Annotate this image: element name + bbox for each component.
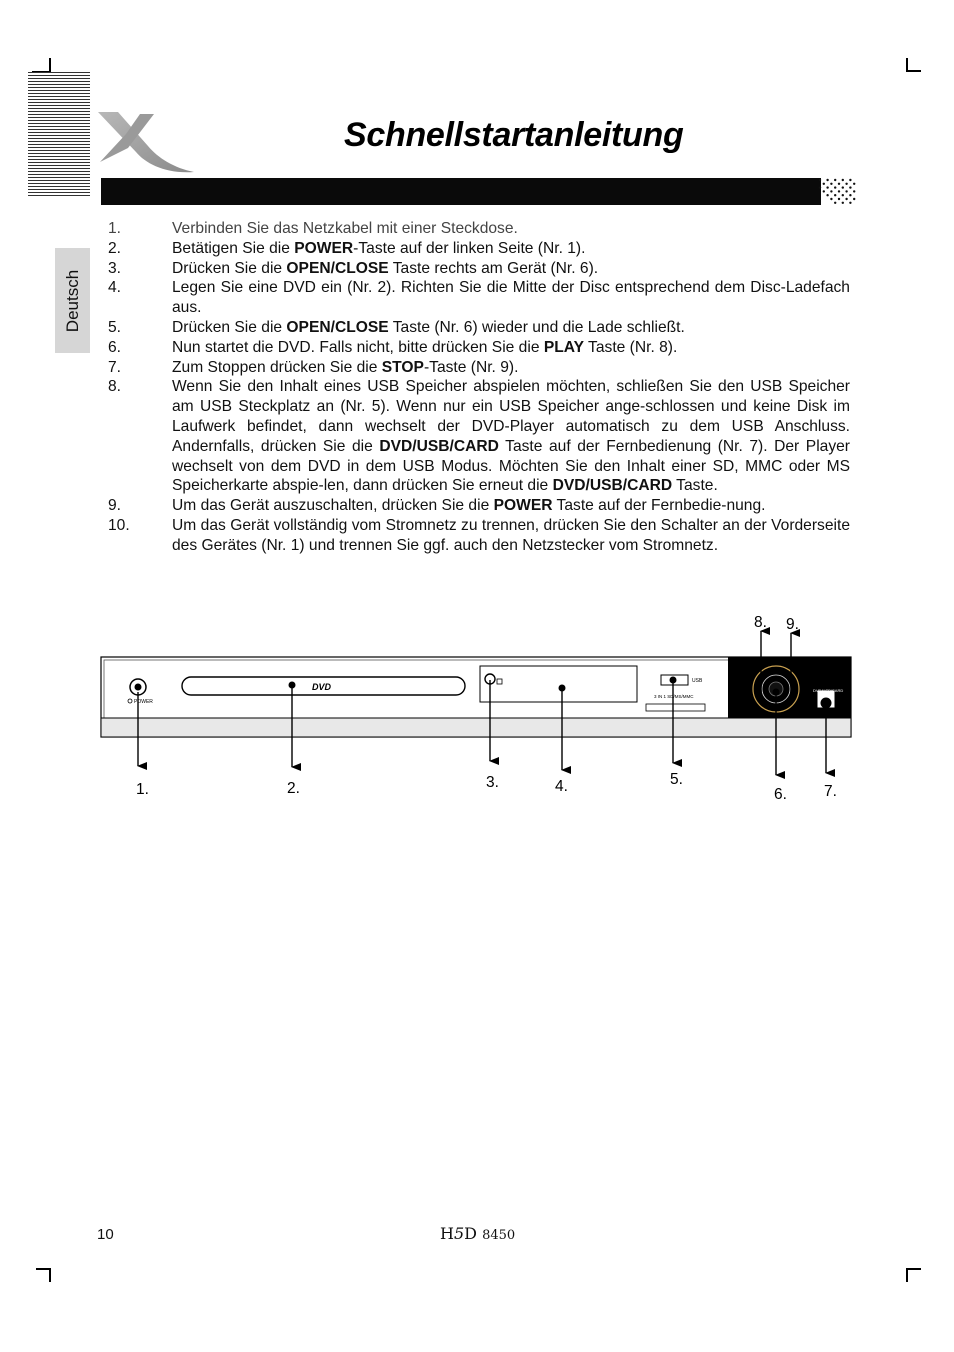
model-d: D xyxy=(464,1224,477,1243)
callout-9: 9. xyxy=(786,616,799,633)
step-number: 8. xyxy=(108,378,122,396)
step-text-bold: STOP xyxy=(381,358,424,376)
language-tab xyxy=(55,248,90,353)
step-number: 5. xyxy=(108,318,122,336)
step-number: 9. xyxy=(108,497,122,515)
step-text-part: Drücken Sie die xyxy=(172,259,287,277)
banner-dot xyxy=(834,186,836,188)
crop-mark-tl-v xyxy=(49,58,51,73)
page-number: 10 xyxy=(97,1226,114,1243)
step-text-bold: OPEN/CLOSE xyxy=(286,318,389,336)
banner-dot xyxy=(845,190,847,192)
crop-mark-tr-h xyxy=(906,70,921,72)
model-prefix: H xyxy=(440,1224,454,1243)
source-button-label: DVD/USB/CARD xyxy=(813,688,844,693)
banner-dot xyxy=(830,198,832,200)
step-item xyxy=(108,358,850,378)
banner-dot xyxy=(849,202,851,204)
crop-mark-br-h xyxy=(906,1268,921,1270)
banner-dot xyxy=(842,179,844,181)
step-number: 10. xyxy=(108,516,130,534)
callout-3: 3. xyxy=(486,774,499,791)
step-text-part: Taste (Nr. 8). xyxy=(584,338,678,356)
step-text-part: Taste. xyxy=(672,477,718,495)
step-text xyxy=(172,496,850,516)
step-text-part: Wenn Sie den Inhalt eines USB Speicher abspielen möchten, schließen Sie den USB Speicher am USB Steckplatz an (Nr. 5). Wenn nur ein USB Speicher ange-schlossen und keine Disk im Laufwerk befindet, dann wechselt der DVD-Player automatisch zu dem USB Anschluss. Andernfalls, drücken Sie die xyxy=(172,378,850,455)
step-text-part: -Taste auf der linken Seite (Nr. 1). xyxy=(353,239,586,257)
callout-2: 2. xyxy=(287,780,300,797)
callout-6: 6. xyxy=(774,786,787,803)
callout-1: 1. xyxy=(136,781,149,798)
banner-dot xyxy=(853,183,855,185)
step-text-part: Taste rechts am Gerät (Nr. 6). xyxy=(388,259,599,277)
step-text xyxy=(172,338,850,358)
step-text xyxy=(172,278,850,318)
banner-dot xyxy=(853,198,855,200)
step-item xyxy=(108,219,850,239)
step-number: 7. xyxy=(108,358,122,376)
banner-dot xyxy=(849,179,851,181)
banner-dot xyxy=(823,190,825,192)
power-label: POWER xyxy=(134,699,153,705)
banner-dot xyxy=(842,186,844,188)
step-text xyxy=(172,516,850,556)
dvd-logo: DVD xyxy=(312,682,332,692)
card-slot xyxy=(646,704,705,711)
step-text-bold: DVD/USB/CARD xyxy=(379,437,499,455)
title-banner xyxy=(101,178,821,205)
banner-dot xyxy=(819,186,821,188)
step-number: 4. xyxy=(108,279,122,297)
step-item xyxy=(108,318,850,338)
callout-7: 7. xyxy=(824,783,837,800)
display-window xyxy=(480,666,637,702)
crop-mark-bl-v xyxy=(49,1268,51,1282)
banner-dot xyxy=(826,194,828,196)
step-text-part: Taste (Nr. 6) wieder und die Lade schließt. xyxy=(388,318,685,336)
quickstart-steps xyxy=(108,219,850,556)
banner-dot xyxy=(842,194,844,196)
step-item xyxy=(108,259,850,279)
banner-dot xyxy=(826,179,828,181)
step-text-bold: POWER xyxy=(294,239,354,257)
card-slot-label: 3 IN 1 SD/MS/MMC xyxy=(654,694,694,699)
device-front-panel-diagram xyxy=(0,600,954,820)
banner-dot xyxy=(834,194,836,196)
callout-5: 5. xyxy=(670,771,683,788)
model-mark: 5 xyxy=(453,1224,465,1243)
step-item xyxy=(108,239,850,259)
step-item xyxy=(108,278,850,318)
step-text-bold: POWER xyxy=(493,497,553,515)
step-text-part: Um das Gerät auszuschalten, drücken Sie die xyxy=(172,497,494,515)
step-text-part: Taste auf der Fernbedienung (Nr. 7). Der Player wechselt von dem DVD in dem USB Modus. Möchten Sie den Inhalt einer SD, MMC oder MS Speicherkarte abspie-len, dann drücken Sie erneut die xyxy=(172,437,850,495)
banner-dot xyxy=(834,202,836,204)
step-text-part: Um das Gerät vollständig vom Stromnetz zu trennen, drücken Sie den Schalter an der Vorderseite des Gerätes (Nr. 1) und trennen Sie ggf. auch den Netzstecker vom Stromnetz. xyxy=(172,516,850,554)
step-number: 2. xyxy=(108,239,122,257)
model-name xyxy=(440,1224,515,1243)
banner-dot xyxy=(830,183,832,185)
step-text-bold: DVD/USB/CARD xyxy=(552,477,673,495)
language-tab-label: Deutsch xyxy=(62,269,82,332)
usb-label: USB xyxy=(692,678,703,684)
callout-4: 4. xyxy=(555,778,568,795)
page-title: Schnellstartanleitung xyxy=(344,116,684,154)
banner-dot xyxy=(834,179,836,181)
banner-dot xyxy=(842,202,844,204)
step-number: 6. xyxy=(108,338,122,356)
step-text xyxy=(172,259,850,279)
control-panel xyxy=(728,657,851,718)
step-text-part: Legen Sie eine DVD ein (Nr. 2). Richten Sie die Mitte der Disc entsprechend dem Disc-Ladefach aus. xyxy=(172,279,850,317)
step-number: 3. xyxy=(108,259,122,277)
banner-dot xyxy=(838,198,840,200)
step-text-part: Betätigen Sie die xyxy=(172,239,295,257)
banner-dot xyxy=(823,183,825,185)
step-text-part: Taste auf der Fernbedie-nung. xyxy=(552,497,766,515)
step-text xyxy=(172,239,850,259)
step-text xyxy=(172,318,850,338)
step-number: 1. xyxy=(108,220,122,237)
step-item xyxy=(108,338,850,358)
banner-dot xyxy=(819,179,821,181)
step-text-part: Nun startet die DVD. Falls nicht, bitte drücken Sie die xyxy=(172,338,544,356)
step-text-part: Zum Stoppen drücken Sie die xyxy=(172,358,382,376)
disc-tray xyxy=(182,677,465,695)
banner-dot xyxy=(853,190,855,192)
decorative-stripes xyxy=(28,72,90,200)
step-text-bold: PLAY xyxy=(543,338,584,356)
brand-logo-x xyxy=(96,108,196,178)
crop-mark-br-v xyxy=(906,1268,908,1282)
banner-dot xyxy=(830,190,832,192)
step-text-bold: OPEN/CLOSE xyxy=(286,259,389,277)
banner-dot xyxy=(838,190,840,192)
step-text xyxy=(172,358,850,378)
callout-8: 8. xyxy=(754,614,767,631)
banner-dot xyxy=(826,186,828,188)
banner-dot-pattern xyxy=(818,178,858,205)
step-text xyxy=(172,377,850,496)
step-item xyxy=(108,377,850,496)
step-text xyxy=(172,219,850,239)
banner-dot xyxy=(845,198,847,200)
step-text-part: Drücken Sie die xyxy=(172,318,287,336)
banner-dot xyxy=(849,186,851,188)
step-item xyxy=(108,516,850,556)
step-text-part: -Taste (Nr. 9). xyxy=(423,358,519,376)
model-number: 8450 xyxy=(482,1228,516,1243)
step-text-part: Verbinden Sie das Netzkabel mit einer Steckdose. xyxy=(172,220,518,237)
banner-dot xyxy=(845,183,847,185)
banner-dot xyxy=(838,183,840,185)
step-item xyxy=(108,496,850,516)
banner-dot xyxy=(849,194,851,196)
